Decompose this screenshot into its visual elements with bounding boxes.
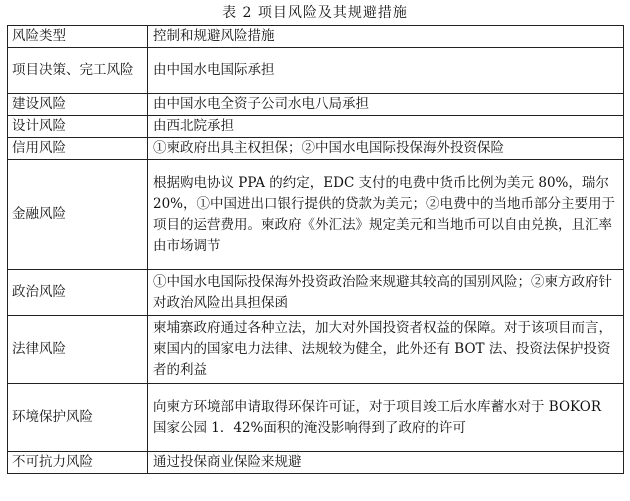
risk-type-cell: 法律风险 — [8, 316, 148, 384]
header-control-measure: 控制和规避风险措施 — [148, 26, 624, 48]
risk-measure-cell: 向柬方环境部申请取得环保许可证，对于项目竣工后水库蓄水对于 BOKOR 国家公园 1．42%面积的淹没影响得到了政府的许可 — [148, 384, 624, 452]
header-risk-type: 风险类型 — [8, 26, 148, 48]
risk-type-cell: 信用风险 — [8, 138, 148, 160]
risk-measure-cell: 由中国水电国际承担 — [148, 48, 624, 94]
table-row — [8, 316, 624, 384]
table-row — [8, 48, 624, 94]
table-caption: 表 2 项目风险及其规避措施 — [222, 5, 408, 21]
risk-measure-cell: 通过投保商业保险来规避 — [148, 452, 624, 474]
risk-measure-cell: ①中国水电国际投保海外投资政治险来规避其较高的国别风险；②柬方政府针对政治风险出具担保函 — [148, 270, 624, 316]
risk-measure-cell: 根据购电协议 PPA 的约定，EDC 支付的电费中货币比例为美元 80%，瑞尔 20%，①中国进出口银行提供的贷款为美元；②电费中的当地币部分主要用于项目的运营费用。柬政府《外汇法》规定美元和当地币可以自由兑换，且汇率由市场调节 — [148, 160, 624, 270]
risk-table — [7, 25, 624, 474]
table-row — [8, 452, 624, 474]
risk-type-cell: 建设风险 — [8, 94, 148, 116]
risk-type-cell: 不可抗力风险 — [8, 452, 148, 474]
risk-type-cell: 设计风险 — [8, 116, 148, 138]
table-row — [8, 116, 624, 138]
table-row — [8, 384, 624, 452]
table-row — [8, 138, 624, 160]
risk-measure-cell: ①柬政府出具主权担保；②中国水电国际投保海外投资保险 — [148, 138, 624, 160]
risk-measure-cell: 由中国水电全资子公司水电八局承担 — [148, 94, 624, 116]
table-header-row — [8, 26, 624, 48]
risk-type-cell: 项目决策、完工风险 — [8, 48, 148, 94]
risk-measure-cell: 柬埔寨政府通过各种立法，加大对外国投资者权益的保障。对于该项目而言，柬国内的国家电力法律、法规较为健全，此外还有 BOT 法、投资法保护投资者的利益 — [148, 316, 624, 384]
risk-type-cell: 政治风险 — [8, 270, 148, 316]
table-row — [8, 270, 624, 316]
table-row — [8, 94, 624, 116]
table-row — [8, 160, 624, 270]
risk-type-cell: 金融风险 — [8, 160, 148, 270]
risk-measure-cell: 由西北院承担 — [148, 116, 624, 138]
risk-type-cell: 环境保护风险 — [8, 384, 148, 452]
